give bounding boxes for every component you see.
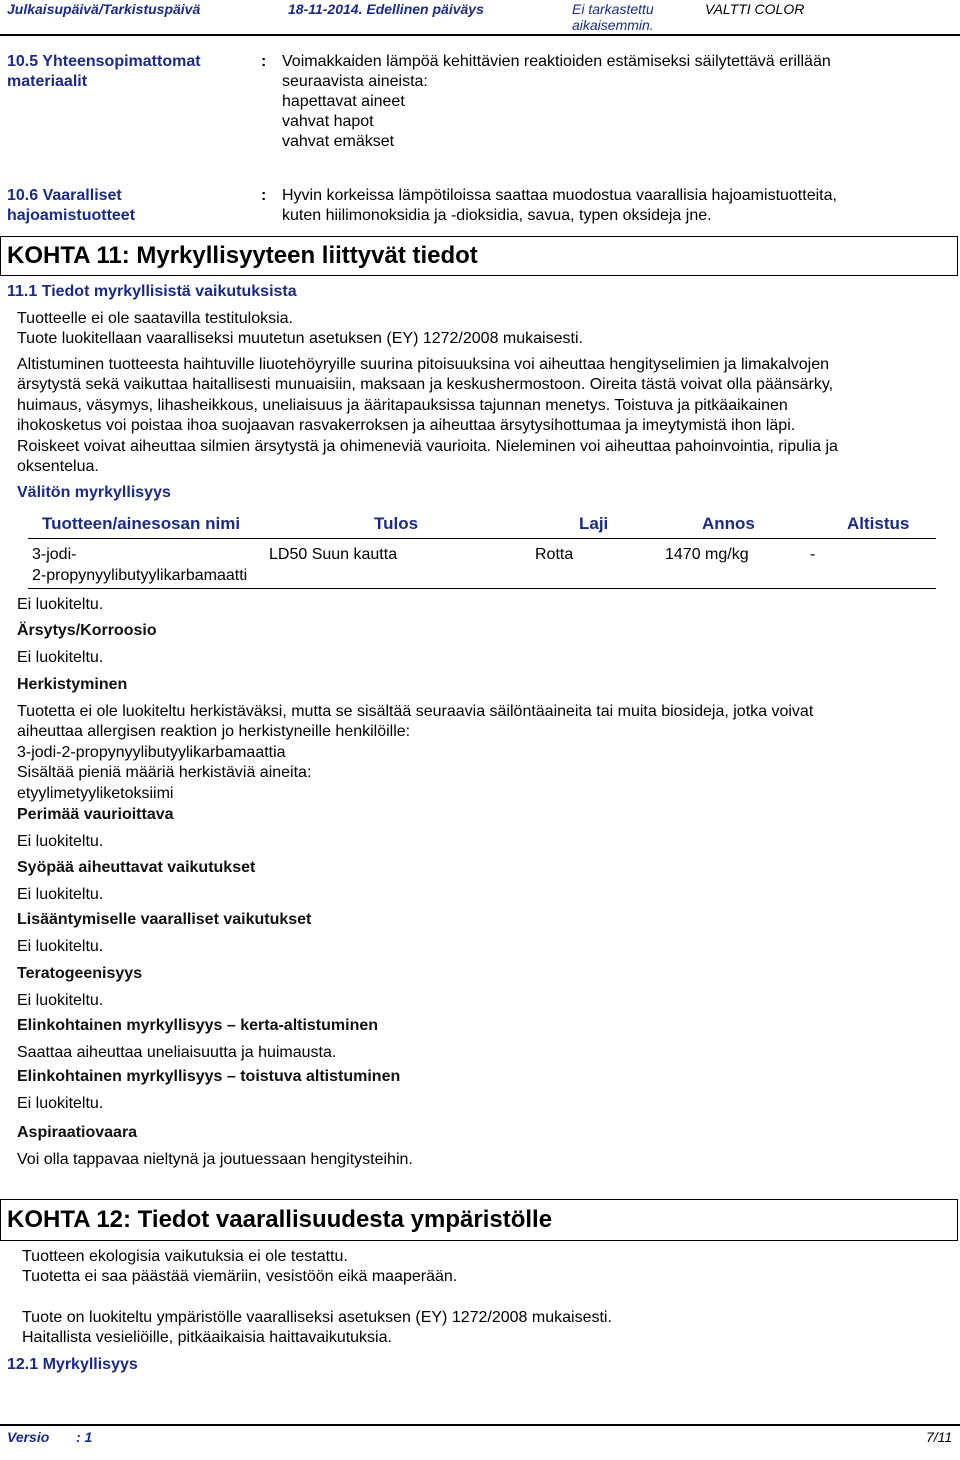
irritation-not-classified: Ei luokiteltu.: [17, 649, 104, 666]
sensitization-text: [17, 702, 952, 804]
stot-repeated-not-classified: Ei luokiteltu.: [17, 1095, 104, 1112]
sensitization-line: etyylimetyyliketoksiimi: [17, 784, 174, 802]
footer-version-value: : 1: [76, 1429, 93, 1445]
exposure-line: Altistuminen tuotteesta haihtuville liuotehöyryille suurina pitoisuuksina voi aiheuttaa hengityselimien ja limakalvojen: [17, 356, 830, 373]
footer-rule: [0, 1424, 960, 1426]
section-12-line: Haitallista vesieliöille, pitkäaikaisia haittavaikutuksia.: [22, 1329, 392, 1347]
header-date: 18-11-2014. Edellinen päiväys: [288, 1, 484, 17]
teratogenic-not-classified: Ei luokiteltu.: [17, 992, 104, 1009]
section-10-5-line: vahvat emäkset: [282, 133, 395, 150]
section-10-5-label-line1: 10.5 Yhteensopimattomat: [7, 53, 201, 70]
carcinogenic-not-classified: Ei luokiteltu.: [17, 886, 104, 903]
section-10-6-label-line1: 10.6 Vaaralliset: [7, 187, 122, 204]
section-12-title: KOHTA 12: Tiedot vaarallisuudesta ympäristölle: [7, 1206, 553, 1233]
intro-line: Tuotteelle ei ole saatavilla testituloksia.: [17, 310, 293, 327]
sensitization-line: Sisältää pieniä määriä herkistäviä aineita:: [17, 764, 312, 782]
table-header-name: Tuotteen/ainesosan nimi: [42, 514, 241, 533]
table-header-species: Laji: [579, 514, 609, 533]
section-12-text-2: [22, 1308, 612, 1349]
reproductive-heading: Lisääntymiselle vaaralliset vaikutukset: [17, 911, 312, 928]
acute-not-classified: Ei luokiteltu.: [17, 596, 104, 613]
mutagenic-heading: Perimää vaurioittava: [17, 806, 174, 823]
mutagenic-not-classified: Ei luokiteltu.: [17, 833, 104, 850]
table-cell-result: LD50 Suun kautta: [269, 546, 398, 563]
table-cell-name-line2: 2-propynyylibutyylikarbamaatti: [32, 567, 248, 584]
footer-version-label: Versio: [7, 1429, 50, 1445]
exposure-line: oksentelua.: [17, 458, 99, 476]
sensitization-heading: Herkistyminen: [17, 676, 128, 693]
table-header-result: Tulos: [374, 514, 419, 533]
subsection-11-1-heading: 11.1 Tiedot myrkyllisistä vaikutuksista: [7, 283, 297, 300]
section-12-line: Tuote on luokiteltu ympäristölle vaaralliseksi asetuksen (EY) 1272/2008 mukaisesti.: [22, 1309, 612, 1326]
stot-single-heading: Elinkohtainen myrkyllisyys – kerta-altistuminen: [17, 1017, 379, 1034]
section-11-intro: [17, 309, 583, 350]
header-product: VALTTI COLOR: [705, 1, 805, 17]
section-10-5-line: vahvat hapot: [282, 113, 374, 130]
table-bottom-rule: [28, 588, 936, 589]
table-header-rule: [28, 538, 936, 539]
section-10-5-colon: :: [261, 53, 267, 70]
section-10-5-label: [7, 52, 247, 92]
table-cell-exposure: -: [810, 546, 816, 563]
exposure-line: huimaus, väsymys, lihasheikkous, uneliaisuus ja ääritapauksissa tajunnan menetys. Toistuva ja pitkäaikainen: [17, 396, 788, 414]
stot-repeated-heading: Elinkohtainen myrkyllisyys – toistuva altistuminen: [17, 1068, 401, 1085]
table-cell-dose: 1470 mg/kg: [665, 546, 749, 563]
header-status-line2: aikaisemmin.: [572, 17, 654, 33]
subsection-12-1-heading: 12.1 Myrkyllisyys: [7, 1356, 138, 1373]
table-header-exposure: Altistus: [847, 514, 910, 533]
sensitization-line: Tuotetta ei ole luokiteltu herkistäväksi, mutta se sisältää seuraavia säilöntäaineita tai muita biosideja, jotka voivat: [17, 703, 814, 720]
intro-line: Tuote luokitellaan vaaralliseksi muutetun asetuksen (EY) 1272/2008 mukaisesti.: [17, 330, 583, 348]
section-10-6-label-line2: hajoamistuotteet: [7, 207, 136, 224]
irritation-heading: Ärsytys/Korroosio: [17, 622, 157, 639]
exposure-line: ärsytystä sekä vaikuttaa haitallisesti munuaisiin, maksaan ja keskushermostoon. Oireita tästä voivat olla päänsärky,: [17, 376, 834, 394]
section-10-6-text: [282, 186, 952, 226]
section-10-6-colon: :: [261, 187, 267, 204]
table-header-dose: Annos: [702, 514, 755, 533]
teratogenic-heading: Teratogeenisyys: [17, 965, 143, 982]
aspiration-heading: Aspiraatiovaara: [17, 1124, 138, 1141]
header-date-label: Julkaisupäivä/Tarkistuspäivä: [7, 1, 201, 17]
footer-page-number: 7/11: [926, 1429, 953, 1445]
stot-single-text: Saattaa aiheuttaa uneliaisuutta ja huimausta.: [17, 1044, 337, 1061]
section-12-text-1: [22, 1247, 457, 1288]
table-cell-name: [32, 544, 247, 586]
section-11-title: KOHTA 11: Myrkyllisyyteen liittyvät tiedot: [7, 242, 478, 269]
section-11-exposure-text: [17, 355, 952, 477]
section-10-5-line: Voimakkaiden lämpöä kehittävien reaktioiden estämiseksi säilytettävä erillään: [282, 53, 831, 70]
acute-toxicity-heading: Välitön myrkyllisyys: [17, 484, 171, 501]
section-10-5-text: [282, 52, 952, 152]
table-cell-name-line1: 3-jodi-: [32, 546, 77, 563]
section-10-6-line: Hyvin korkeissa lämpötiloissa saattaa muodostua vaarallisia hajoamistuotteita,: [282, 187, 837, 204]
exposure-line: ihokosketus voi poistaa ihoa suojaavan rasvakerroksen ja aiheuttaa ärsytysihottumaa ja imeytymistä ihon läpi.: [17, 417, 796, 435]
reproductive-not-classified: Ei luokiteltu.: [17, 938, 104, 955]
section-10-5-label-line2: materiaalit: [7, 73, 88, 90]
section-10-6-line: kuten hiilimonoksidia ja -dioksidia, savua, typen oksideja jne.: [282, 207, 712, 224]
sensitization-line: aiheuttaa allergisen reaktion jo herkistyneille henkilöille:: [17, 723, 411, 741]
section-10-6-label: [7, 186, 247, 226]
exposure-line: Roiskeet voivat aiheuttaa silmien ärsytystä ja ohimeneviä vaurioita. Nieleminen voi aiheuttaa pahoinvointia, ripulia ja: [17, 437, 838, 455]
sensitization-line: 3-jodi-2-propynyylibutyylikarbamaattia: [17, 743, 286, 761]
header-status-line1: Ei tarkastettu: [572, 1, 654, 17]
table-cell-species: Rotta: [535, 546, 574, 563]
section-12-line: Tuotteen ekologisia vaikutuksia ei ole testattu.: [22, 1248, 348, 1265]
section-10-5-line: hapettavat aineet: [282, 93, 405, 110]
section-12-line: Tuotetta ei saa päästää viemäriin, vesistöön eikä maaperään.: [22, 1268, 458, 1286]
section-10-5-line: seuraavista aineista:: [282, 73, 428, 90]
aspiration-text: Voi olla tappavaa nieltynä ja joutuessaan hengitysteihin.: [17, 1151, 413, 1168]
carcinogenic-heading: Syöpää aiheuttavat vaikutukset: [17, 859, 256, 876]
